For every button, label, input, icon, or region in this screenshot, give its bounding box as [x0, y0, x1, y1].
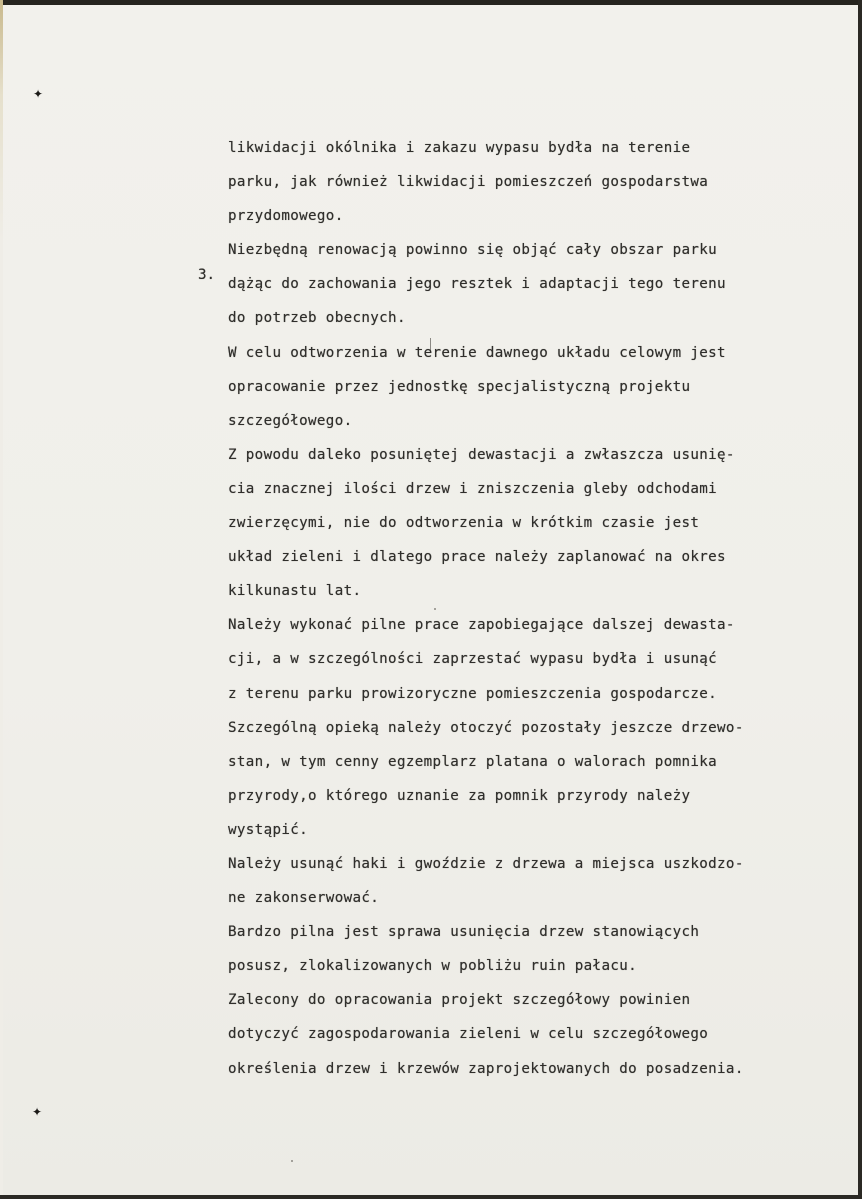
text-line: Bardzo pilna jest sprawa usunięcia drzew stanowiących: [228, 924, 700, 941]
paper-speck: [291, 1160, 293, 1162]
page-bottom-edge: [0, 1195, 862, 1199]
text-line: parku, jak również likwidacji pomieszczeń gospodarstwa: [228, 174, 709, 191]
text-line: ne zakonserwować.: [228, 890, 380, 907]
list-item-number: 3.: [198, 267, 216, 283]
text-line: kilkunastu lat.: [228, 583, 362, 600]
text-line: posusz, zlokalizowanych w pobliżu ruin pałacu.: [228, 958, 638, 975]
text-line: Szczególną opieką należy otoczyć pozostały jeszcze drzewo-: [228, 719, 744, 736]
text-line: dążąc do zachowania jego resztek i adaptacji tego terenu: [228, 276, 726, 293]
text-line: szczegółowego.: [228, 412, 353, 429]
text-line: przydomowego.: [228, 208, 344, 225]
text-line: do potrzeb obecnych.: [228, 310, 406, 327]
text-line: Z powodu daleko posuniętej dewastacji a zwłaszcza usunię-: [228, 446, 735, 463]
text-line: dotyczyć zagospodarowania zieleni w celu szczegółowego: [228, 1026, 709, 1043]
document-body: [228, 131, 848, 1086]
text-line: Należy wykonać pilne prace zapobiegające dalszej dewasta-: [228, 617, 735, 634]
text-line: wystąpić.: [228, 821, 309, 838]
page-left-edge: [0, 0, 3, 1199]
text-line: przyrody,o którego uznanie za pomnik przyrody należy: [228, 787, 691, 804]
text-line: Należy usunąć haki i gwoździe z drzewa a miejsca uszkodzo-: [228, 855, 744, 872]
text-line: z terenu parku prowizoryczne pomieszczenia gospodarcze.: [228, 685, 718, 702]
punch-hole-mark: ✦: [32, 1105, 43, 1119]
text-line: likwidacji okólnika i zakazu wypasu bydła na terenie: [228, 140, 691, 156]
text-line: określenia drzew i krzewów zaprojektowanych do posadzenia.: [228, 1060, 744, 1077]
text-line: cji, a w szczególności zaprzestać wypasu bydła i usunąć: [228, 651, 718, 668]
text-line: Niezbędną renowacją powinno się objąć cały obszar parku: [228, 242, 718, 259]
text-line: W celu odtworzenia w terenie dawnego układu celowym jest: [228, 344, 726, 361]
text-line: opracowanie przez jednostkę specjalistyczną projektu: [228, 378, 691, 395]
text-line: układ zieleni i dlatego prace należy zaplanować na okres: [228, 549, 726, 566]
punch-hole-mark: ✦: [33, 87, 44, 101]
text-line: zwierzęcymi, nie do odtworzenia w krótkim czasie jest: [228, 515, 700, 532]
text-line: Zalecony do opracowania projekt szczegółowy powinien: [228, 992, 691, 1009]
text-line: cia znacznej ilości drzew i zniszczenia gleby odchodami: [228, 480, 718, 497]
text-line: stan, w tym cenny egzemplarz platana o walorach pomnika: [228, 753, 718, 770]
